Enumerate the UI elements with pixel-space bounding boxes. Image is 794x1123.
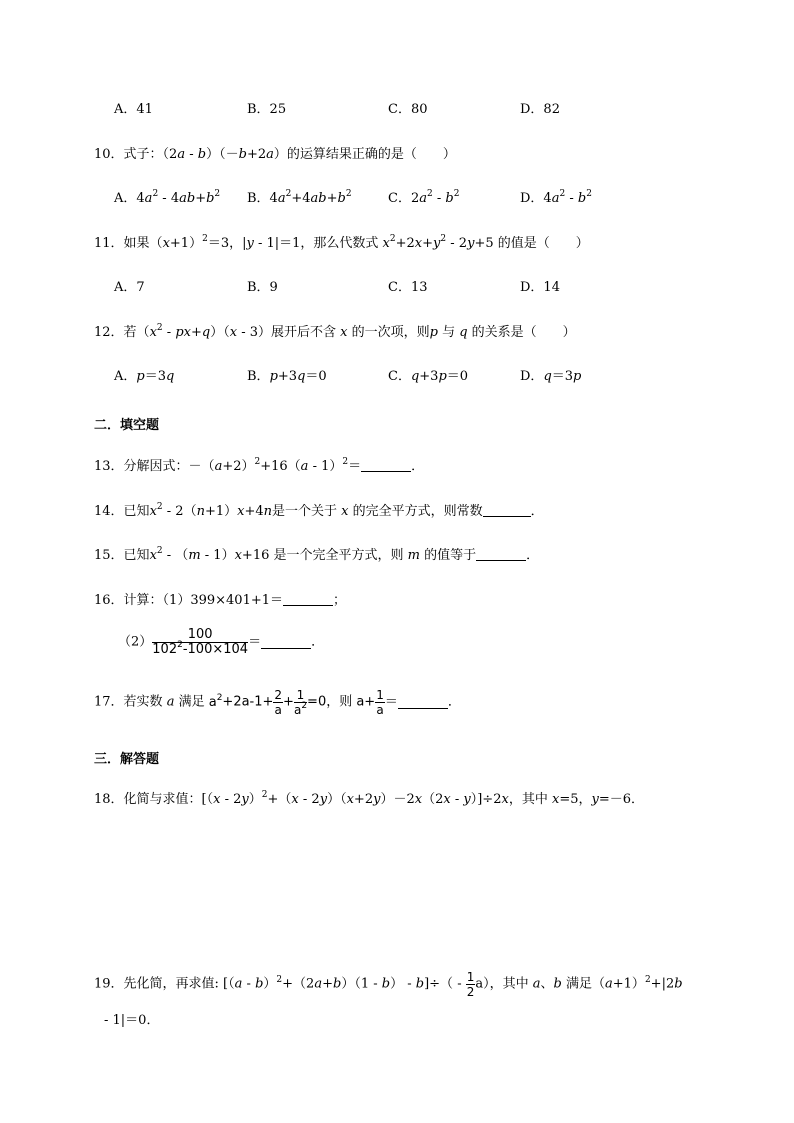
q10-option-b: B．$4a^2+4ab+b^2$ <box>247 189 352 206</box>
q15-answer-blank[interactable] <box>476 548 526 561</box>
q10-option-d: D．$4a^2 - b^2$ <box>520 189 592 206</box>
q11-option-d: D．14 <box>520 280 560 295</box>
q12-stem: 12．若$(x^2 - px+q)(x - 3)$展开后不含 x 的一次项，则p 与 q 的关系是（ ） <box>94 323 576 340</box>
q11-options <box>114 279 754 297</box>
q16-part2: （2） $\frac{100}{102^2-100\times 104}$ ＝ ． <box>118 627 325 657</box>
q17-fraction-2: $\frac{1}{a^2}$ <box>293 688 308 717</box>
q17-answer-blank[interactable] <box>398 696 448 709</box>
q11-stem: 11．如果$(x+1)^2=3$，|y - 1|＝1，那么代数式 $x^2+2x+y^2 - 2y+5$ 的值是（ ） <box>94 234 589 251</box>
q14-stem: 14．已知$x^2 - 2(n+1)x+4n$是一个关于 x 的完全平方式，则常数 ． <box>94 502 544 519</box>
q19-fraction: $\frac{1}{2}$ <box>466 970 475 999</box>
q9-option-a: A．41 <box>114 102 153 117</box>
q9-option-b: B．25 <box>247 102 287 117</box>
q9-options <box>114 101 754 119</box>
q12-option-c: C．q+3p＝0 <box>388 369 469 384</box>
q9-option-d: D．82 <box>520 102 560 117</box>
q12-options <box>114 368 754 386</box>
q16-stem: 16．计算：（1）399×401+1＝ ； <box>94 593 347 608</box>
q14-answer-blank[interactable] <box>483 504 531 517</box>
q13-answer-blank[interactable] <box>361 459 411 472</box>
q12-option-b: B．p+3q＝0 <box>247 369 327 384</box>
q11-option-b: B．9 <box>247 280 278 295</box>
q12-option-a: A．p＝3q <box>114 369 175 384</box>
q11-option-a: A．7 <box>114 280 145 295</box>
q16-answer-blank-1[interactable] <box>283 593 333 606</box>
q18-stem: 18．化简与求值：[（x - 2y）$^2$+（x - 2y）（x+2y）－2x（2x - y）]÷2x，其中 x=5，y=－6． <box>94 790 645 807</box>
q10-options <box>114 190 754 208</box>
section-solve-heading: 三．解答题 <box>94 752 160 767</box>
q17-fraction-3: $\frac{1}{a}$ <box>376 688 384 717</box>
q10-stem: 10．式子：（2a - b）（－b+2a）的运算结果正确的是（ ） <box>94 147 456 162</box>
q17-stem: 17．若实数 a 满足 $a^2+2a-1+$ $\frac{2}{a}$ + $\frac{1}{a^2}$ =0，则 a+ $\frac{1}{a}$ ＝ ． <box>94 688 461 717</box>
q16-answer-blank-2[interactable] <box>261 636 311 649</box>
q9-option-c: C．80 <box>388 102 428 117</box>
q19-stem-line2: - 1|＝0． <box>104 1013 160 1028</box>
q13-stem: 13．分解因式：$-(a+2)^2+16(a - 1)^2=$ ． <box>94 457 425 474</box>
q16-fraction: $\frac{100}{102^2-100\times 104}$ <box>152 627 249 657</box>
q17-fraction-1: $\frac{2}{a}$ <box>274 688 283 717</box>
q15-stem: 15．已知$x^2 - (m - 1)x+16$ 是一个完全平方式，则 m 的值等于 ． <box>94 546 540 563</box>
q10-option-c: C．$2a^2 - b^2$ <box>388 189 460 206</box>
q19-stem: 19．先化简，再求值: [（a - b）$^2$+（2a+b）（1 - b） - b]÷（ - $\frac{1}{2}$ a），其中 a、b 满足$(a+1)^2+|2b$ <box>94 970 683 999</box>
q11-option-c: C．13 <box>388 280 428 295</box>
q12-option-d: D．q＝3p <box>520 369 582 384</box>
section-fill-in-heading: 二．填空题 <box>94 418 160 433</box>
q10-option-a: A．$4a^2 - 4ab+b^2$ <box>114 189 221 206</box>
